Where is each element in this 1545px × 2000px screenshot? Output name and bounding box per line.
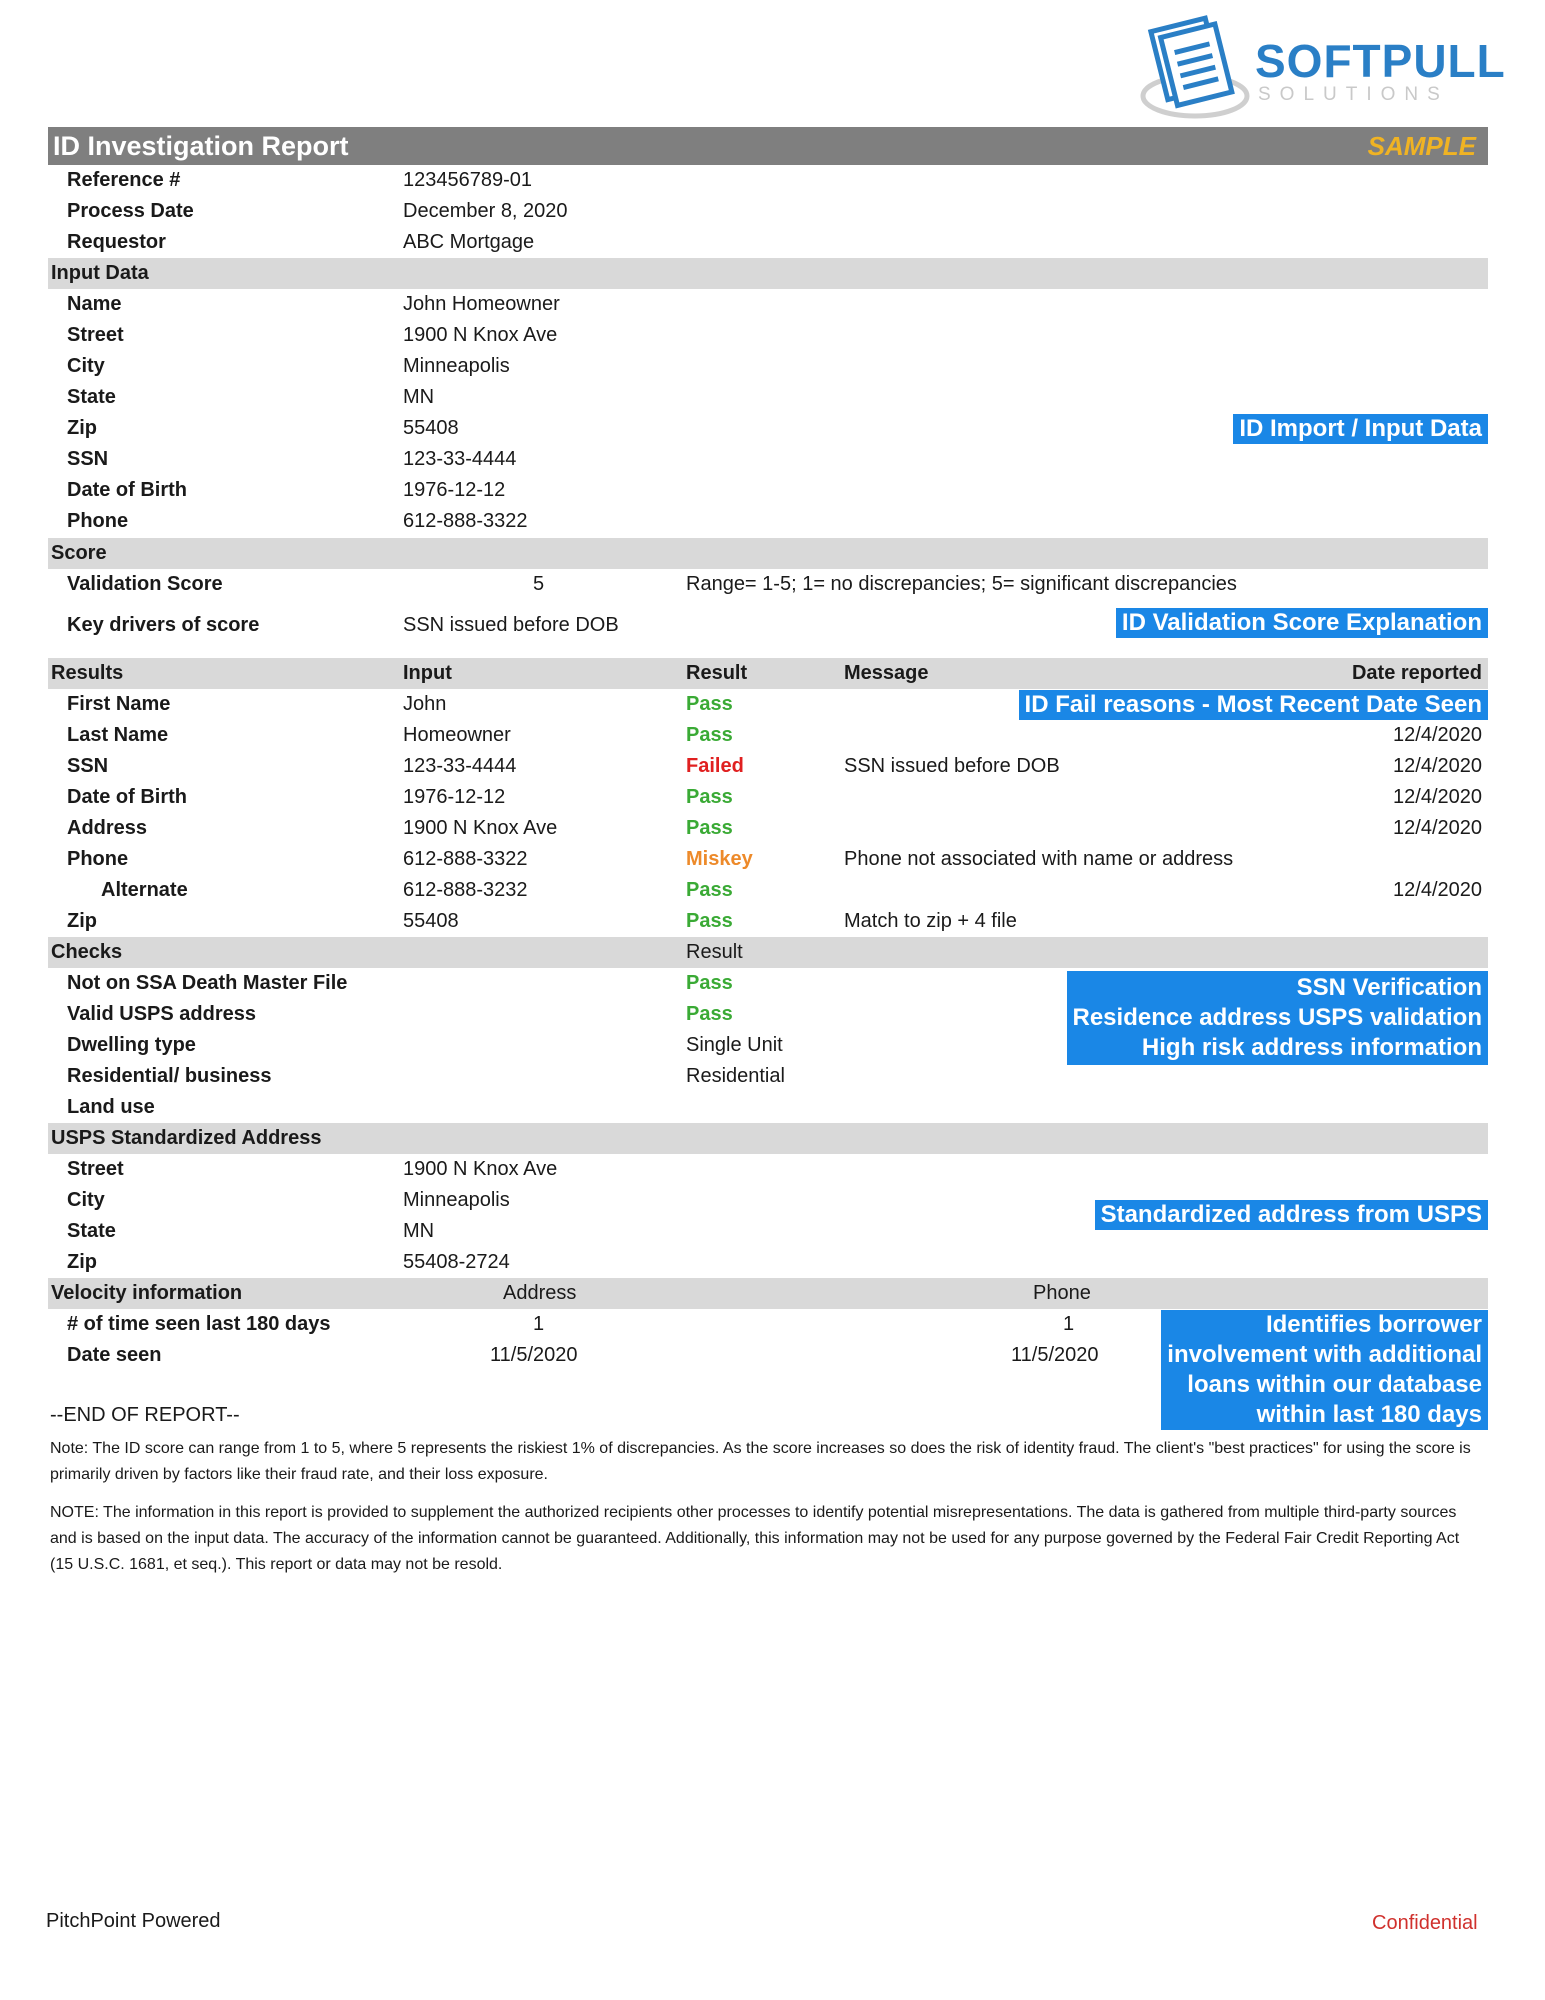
meta-label: Reference #	[67, 169, 181, 191]
results-message: SSN issued before DOB	[844, 755, 1060, 777]
check-result: Residential	[686, 1065, 785, 1087]
input-row	[48, 444, 1488, 475]
input-value: John Homeowner	[403, 293, 560, 315]
callout-velocity	[1161, 1310, 1488, 1430]
results-status: Miskey	[686, 848, 753, 870]
meta-row	[48, 196, 1488, 227]
results-input: 1976-12-12	[403, 786, 506, 808]
score-note: Note: The ID score can range from 1 to 5, where 5 represents the riskiest 1% of discrepancies. As the score increases so does the risk of identity fraud. The client's "best practices" for using the score is primarily driven by factors like their fraud rate, and their loss exposure.	[50, 1440, 1471, 1483]
callout-line: Identifies borrower	[1265, 1311, 1482, 1338]
check-label: Dwelling type	[67, 1034, 196, 1056]
message-col-header: Message	[844, 662, 929, 684]
input-row	[48, 320, 1488, 351]
results-label: Phone	[67, 848, 129, 870]
section-title: Score	[51, 542, 107, 564]
input-row	[48, 382, 1488, 413]
results-label: Date of Birth	[67, 786, 187, 808]
results-status: Pass	[686, 879, 733, 901]
report-title: ID Investigation Report	[53, 131, 349, 161]
footer-powered-by: PitchPoint Powered	[46, 1910, 221, 1932]
callout-score: ID Validation Score Explanation	[1116, 608, 1488, 638]
score-range-text: Range= 1-5; 1= no discrepancies; 5= significant discrepancies	[686, 573, 1237, 595]
results-date: 12/4/2020	[1393, 786, 1482, 808]
input-value: 123-33-4444	[403, 448, 517, 470]
results-label: SSN	[67, 755, 109, 777]
results-label: Alternate	[101, 879, 188, 901]
usps-label: City	[67, 1189, 105, 1211]
callout-line: Residence address USPS validation	[1072, 1004, 1482, 1031]
callout-line: within last 180 days	[1256, 1401, 1482, 1428]
meta-row	[48, 227, 1488, 258]
sample-badge: SAMPLE	[1367, 131, 1476, 161]
results-status: Pass	[686, 786, 733, 808]
check-result: Single Unit	[686, 1034, 783, 1056]
validation-score-label: Validation Score	[67, 573, 223, 595]
logo-name: SOFTPULL	[1255, 35, 1506, 87]
callout-checks	[1067, 971, 1489, 1065]
usps-row	[48, 1154, 1488, 1185]
checks-result-header: Result	[686, 941, 743, 963]
date-col-header: Date reported	[1351, 662, 1482, 684]
results-input: 1900 N Knox Ave	[403, 817, 558, 839]
results-col-header: Results	[51, 662, 124, 684]
input-value: 1976-12-12	[403, 479, 506, 501]
results-status: Pass	[686, 817, 733, 839]
results-input: 123-33-4444	[403, 755, 517, 777]
usps-value: 1900 N Knox Ave	[403, 1158, 558, 1180]
velocity-label: # of time seen last 180 days	[67, 1313, 331, 1335]
results-status: Pass	[686, 724, 733, 746]
section-title: Checks	[51, 941, 123, 963]
input-value: 55408	[403, 417, 459, 439]
input-label: SSN	[67, 448, 109, 470]
validation-score-value: 5	[533, 573, 545, 595]
results-row	[48, 751, 1488, 782]
results-status: Pass	[686, 910, 733, 932]
meta-value: ABC Mortgage	[403, 231, 535, 253]
results-label: First Name	[67, 693, 171, 715]
key-drivers-value: SSN issued before DOB	[403, 614, 619, 636]
results-message: Phone not associated with name or address	[844, 848, 1234, 870]
section-header-velocity	[48, 1278, 1488, 1309]
results-label: Zip	[67, 910, 97, 932]
input-label: Phone	[67, 510, 129, 532]
meta-row	[48, 165, 1488, 196]
usps-label: Zip	[67, 1251, 97, 1273]
results-row	[48, 875, 1488, 906]
callout-usps: Standardized address from USPS	[1095, 1200, 1488, 1230]
results-label: Last Name	[67, 724, 169, 746]
results-status: Failed	[686, 755, 744, 777]
section-header-usps	[48, 1123, 1488, 1154]
usps-label: State	[67, 1220, 116, 1242]
velocity-address-value: 1	[533, 1313, 545, 1335]
result-col-header: Result	[686, 662, 748, 684]
section-header-score	[48, 538, 1488, 569]
end-of-report: --END OF REPORT--	[50, 1404, 240, 1426]
document-stack-icon	[1140, 14, 1250, 124]
section-header-input-data	[48, 258, 1488, 289]
results-row	[48, 720, 1488, 751]
check-label: Valid USPS address	[67, 1003, 256, 1025]
meta-value: 123456789-01	[403, 169, 533, 191]
softpull-logo	[1140, 14, 1506, 124]
results-input: Homeowner	[403, 724, 511, 746]
input-label: Street	[67, 324, 124, 346]
results-row	[48, 813, 1488, 844]
score-row	[48, 569, 1488, 600]
input-row	[48, 289, 1488, 320]
callout-line: SSN Verification	[1296, 974, 1482, 1001]
meta-label: Requestor	[67, 231, 166, 253]
key-drivers-label: Key drivers of score	[67, 614, 260, 636]
meta-label: Process Date	[67, 200, 194, 222]
section-title: Velocity information	[51, 1282, 243, 1304]
report-title-bar	[48, 127, 1488, 165]
results-input: John	[403, 693, 447, 715]
callout-input-data: ID Import / Input Data	[1233, 414, 1488, 444]
input-label: Zip	[67, 417, 97, 439]
input-label: City	[67, 355, 105, 377]
velocity-address-value: 11/5/2020	[490, 1344, 578, 1366]
input-row	[48, 351, 1488, 382]
checks-row	[48, 1092, 1488, 1123]
results-date: 12/4/2020	[1393, 879, 1482, 901]
section-header-checks	[48, 937, 1488, 968]
usps-label: Street	[67, 1158, 124, 1180]
logo-subtitle: SOLUTIONS	[1258, 84, 1449, 105]
velocity-phone-header: Phone	[1033, 1282, 1091, 1304]
meta-value: December 8, 2020	[403, 200, 568, 222]
input-value: Minneapolis	[403, 355, 510, 377]
callout-line: High risk address information	[1141, 1034, 1482, 1061]
footer-confidential: Confidential	[1372, 1912, 1478, 1934]
usps-value: MN	[403, 1220, 435, 1242]
results-row	[48, 906, 1488, 937]
input-label: Date of Birth	[67, 479, 187, 501]
results-row	[48, 782, 1488, 813]
callout-results: ID Fail reasons - Most Recent Date Seen	[1019, 690, 1488, 720]
velocity-phone-value: 11/5/2020	[1011, 1344, 1099, 1366]
velocity-address-header: Address	[503, 1282, 577, 1304]
usps-row	[48, 1247, 1488, 1278]
callout-line: involvement with additional	[1167, 1341, 1482, 1368]
usps-value: Minneapolis	[403, 1189, 510, 1211]
callout-line: loans within our database	[1187, 1371, 1482, 1398]
input-col-header: Input	[403, 662, 452, 684]
velocity-label: Date seen	[67, 1344, 162, 1366]
check-label: Land use	[67, 1096, 155, 1118]
section-title: USPS Standardized Address	[51, 1127, 322, 1149]
check-label: Residential/ business	[67, 1065, 272, 1087]
results-input: 612-888-3322	[403, 848, 528, 870]
input-value: MN	[403, 386, 435, 408]
results-row	[48, 844, 1488, 875]
disclaimer-note: NOTE: The information in this report is provided to supplement the authorized recipients other processes to identify potential misrepresentations. The data is gathered from multiple third-party sources and is based on the input data. The accuracy of the information cannot be guaranteed. Additionally, this information may not be used for any purpose governed by the Federal Fair Credit Reporting Act (15 U.S.C. 1681, et seq.). This report or data may not be resold.	[50, 1504, 1460, 1573]
check-result: Pass	[686, 972, 733, 994]
input-value: 1900 N Knox Ave	[403, 324, 558, 346]
section-header-results	[48, 658, 1488, 689]
results-status: Pass	[686, 693, 733, 715]
results-date: 12/4/2020	[1393, 724, 1482, 746]
input-label: State	[67, 386, 116, 408]
check-label: Not on SSA Death Master File	[67, 972, 348, 994]
results-date: 12/4/2020	[1393, 817, 1482, 839]
checks-row	[48, 1061, 1488, 1092]
results-label: Address	[67, 817, 148, 839]
velocity-phone-value: 1	[1063, 1313, 1075, 1335]
usps-value: 55408-2724	[403, 1251, 510, 1273]
results-message: Match to zip + 4 file	[844, 910, 1017, 932]
section-title: Input Data	[51, 262, 149, 284]
input-row	[48, 475, 1488, 506]
results-date: 12/4/2020	[1393, 755, 1482, 777]
input-row	[48, 506, 1488, 537]
check-result: Pass	[686, 1003, 733, 1025]
results-input: 612-888-3232	[403, 879, 528, 901]
results-input: 55408	[403, 910, 459, 932]
input-value: 612-888-3322	[403, 510, 528, 532]
input-label: Name	[67, 293, 122, 315]
